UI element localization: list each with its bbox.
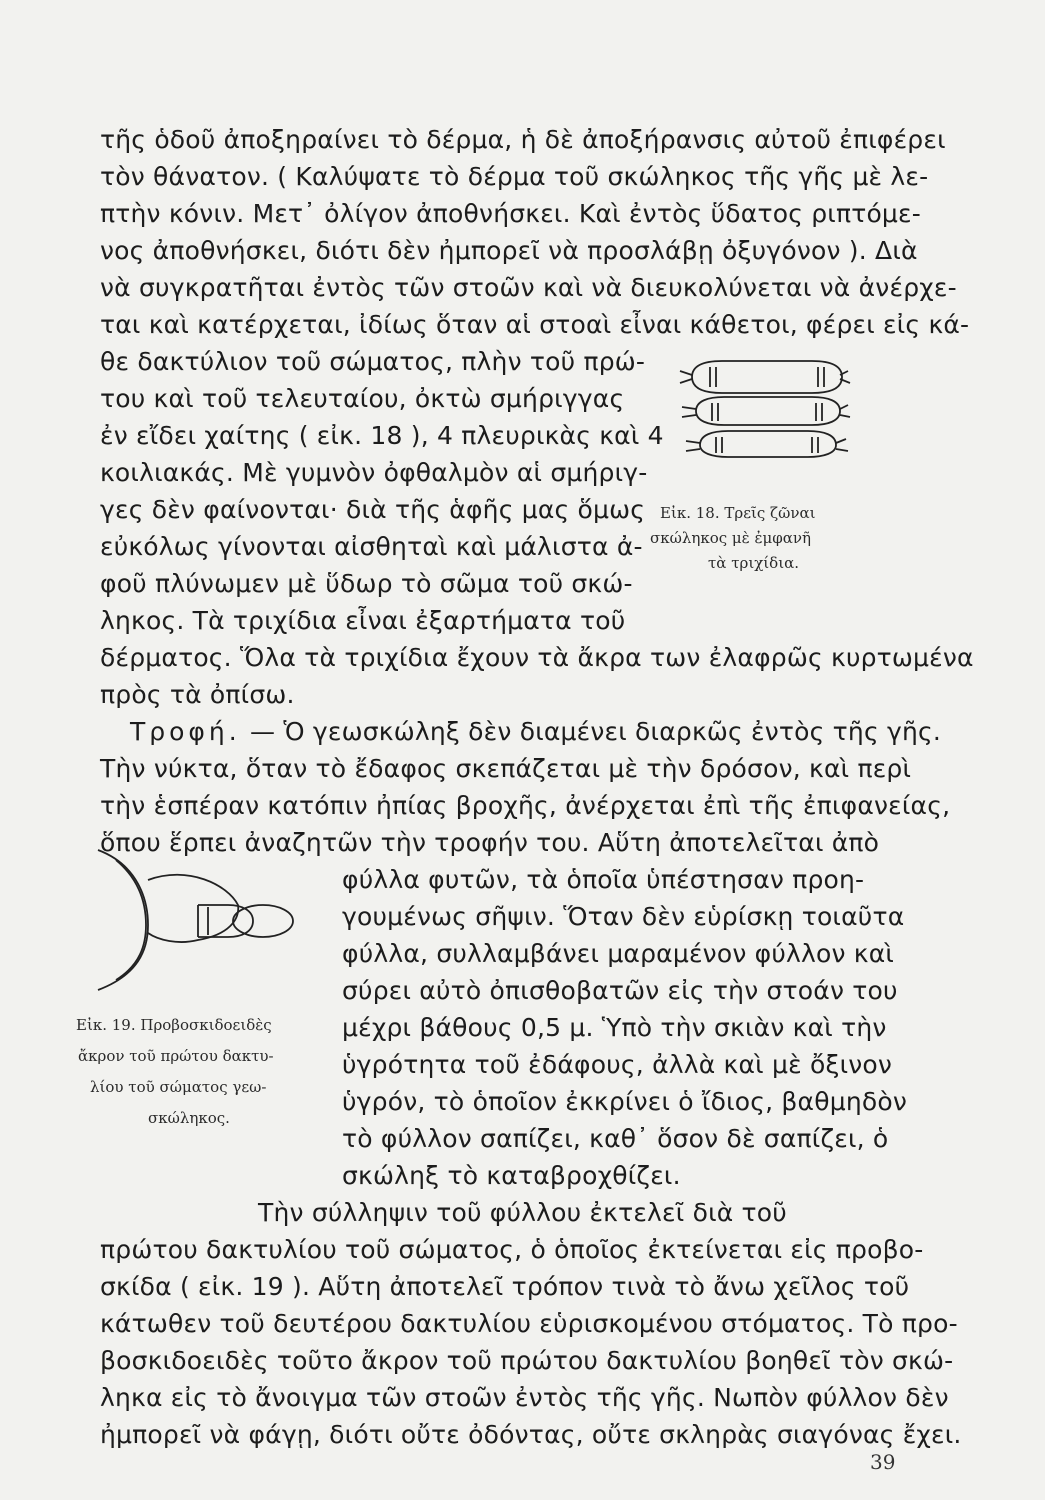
text-line: Τὴν νύκτα, ὅταν τὸ ἔδαφος σκεπάζεται μὲ τὴν δρόσον, καὶ περὶ xyxy=(100,754,912,783)
text-line: μέχρι βάθους 0,5 μ. Ὑπὸ τὴν σκιὰν καὶ τὴν xyxy=(342,1013,887,1042)
text-line: γουμένως σῆψιν. Ὅταν δὲν εὑρίσκῃ τοιαῦτα xyxy=(342,902,905,931)
proboscis xyxy=(198,905,253,937)
text-line: ἐν εἴδει χαίτης ( εἰκ. 18 ), 4 πλευρικὰς καὶ 4 xyxy=(100,421,664,450)
body-arc-outer xyxy=(98,850,148,990)
text-line: τῆς ὁδοῦ ἀποξηραίνει τὸ δέρμα, ἡ δὲ ἀποξήρανσις αὐτοῦ ἐπιφέρει xyxy=(100,125,946,154)
text-line: φύλλα, συλλαμβάνει μαραμένον φύλλον καὶ xyxy=(342,939,895,968)
text-line: δέρματος. Ὅλα τὰ τριχίδια ἔχουν τὰ ἄκρα των ἐλαφρῶς κυρτωμένα xyxy=(100,643,974,672)
text-line: φύλλα φυτῶν, τὰ ὁποῖα ὑπέστησαν προη- xyxy=(342,865,865,894)
figure-19-caption: λίου τοῦ σώματος γεω- xyxy=(90,1078,267,1096)
text-line: τὸν θάνατον. ( Καλύψατε τὸ δέρμα τοῦ σκώληκος τῆς γῆς μὲ λε- xyxy=(100,162,929,191)
text-line: τὴν ἑσπέραν κατόπιν ἠπίας βροχῆς, ἀνέρχεται ἐπὶ τῆς ἐπιφανείας, xyxy=(100,791,951,820)
text-line: εὐκόλως γίνονται αἰσθηταὶ καὶ μάλιστα ἀ- xyxy=(100,532,643,561)
text-line: τὸ φύλλον σαπίζει, καθ᾽ ὅσον δὲ σαπίζει, ὁ xyxy=(342,1124,889,1153)
text-line: Τὴν σύλληψιν τοῦ φύλλου ἐκτελεῖ διὰ τοῦ xyxy=(258,1198,787,1227)
text-line: ἠμπορεῖ νὰ φάγῃ, διότι οὔτε ὀδόντας, οὔτε σκληρὰς σιαγόνας ἔχει. xyxy=(100,1420,962,1449)
segment-3 xyxy=(700,431,836,457)
text-line: φοῦ πλύνωμεν μὲ ὕδωρ τὸ σῶμα τοῦ σκώ- xyxy=(100,569,633,598)
figure-18-illustration xyxy=(652,345,862,465)
text-line: ὑγρόν, τὸ ὁποῖον ἐκκρίνει ὁ ἴδιος, βαθμηδὸν xyxy=(342,1087,908,1116)
text-line: θε δακτύλιον τοῦ σώματος, πλὴν τοῦ πρώ- xyxy=(100,347,646,376)
section-heading: Τροφή. xyxy=(130,717,241,746)
page-number: 39 xyxy=(870,1450,896,1474)
text-line: ὅπου ἕρπει ἀναζητῶν τὴν τροφήν του. Αὕτη ἀποτελεῖται ἀπὸ xyxy=(100,828,880,857)
segment-1 xyxy=(692,361,842,393)
figure-19-caption: σκώληκος. xyxy=(148,1109,230,1127)
text-line: πτὴν κόνιν. Μετ᾽ ὀλίγον ἀποθνήσκει. Καὶ ἐντὸς ὕδατος ριπτόμε- xyxy=(100,199,921,228)
text-line: πρώτου δακτυλίου τοῦ σώματος, ὁ ὁποῖος ἐκτείνεται εἰς προβο- xyxy=(100,1235,924,1264)
text-line: — Ὁ γεωσκώληξ δὲν διαμένει διαρκῶς ἐντὸς τῆς γῆς. xyxy=(250,717,942,746)
text-line: σύρει αὐτὸ ὀπισθοβατῶν εἰς τὴν στοάν του xyxy=(342,976,898,1005)
text-line: νὰ συγκρατῆται ἐντὸς τῶν στοῶν καὶ νὰ διευκολύνεται νὰ ἀνέρχε- xyxy=(100,273,957,302)
figure-19-caption: ἄκρον τοῦ πρώτου δακτυ- xyxy=(78,1047,274,1065)
text-line: του καὶ τοῦ τελευταίου, ὀκτὼ σμήριγγας xyxy=(100,384,625,413)
text-line: ληκος. Τὰ τριχίδια εἶναι ἐξαρτήματα τοῦ xyxy=(100,606,626,635)
text-line: κάτωθεν τοῦ δευτέρου δακτυλίου εὑρισκομένου στόματος. Τὸ προ- xyxy=(100,1309,958,1338)
text-line: ληκα εἰς τὸ ἄνοιγμα τῶν στοῶν ἐντὸς τῆς γῆς. Νωπὸν φύλλον δὲν xyxy=(100,1383,949,1412)
text-line: βοσκιδοειδὲς τοῦτο ἄκρον τοῦ πρώτου δακτυλίου βοηθεῖ τὸν σκώ- xyxy=(100,1346,954,1375)
figure-19-caption: Εἰκ. 19. Προβοσκιδοειδὲς xyxy=(76,1016,272,1034)
body-arc-inner xyxy=(116,860,146,980)
first-segment xyxy=(148,875,238,942)
text-line: κοιλιακάς. Μὲ γυμνὸν ὀφθαλμὸν αἱ σμήριγ- xyxy=(100,458,648,487)
figure-18-caption: σκώληκος μὲ ἐμφανῆ xyxy=(650,529,812,547)
text-line: ὑγρότητα τοῦ ἐδάφους, ἀλλὰ καὶ μὲ ὄξινον xyxy=(342,1050,893,1079)
text-line: ται καὶ κατέρχεται, ἰδίως ὅταν αἱ στοαὶ εἶναι κάθετοι, φέρει εἰς κά- xyxy=(100,310,970,339)
text-line: σκώληξ τὸ καταβροχθίζει. xyxy=(342,1161,681,1190)
figure-18-caption: τὰ τριχίδια. xyxy=(708,554,799,572)
text-line: νος ἀποθνήσκει, διότι δὲν ἠμπορεῖ νὰ προσλάβῃ ὀξυγόνον ). Διὰ xyxy=(100,236,918,265)
text-line: γες δὲν φαίνονται· διὰ τῆς ἁφῆς μας ὅμως xyxy=(100,495,646,524)
figure-18-caption: Εἰκ. 18. Τρεῖς ζῶναι xyxy=(660,504,816,522)
proboscis-tip xyxy=(233,905,293,937)
figure-19-illustration xyxy=(78,845,298,995)
text-line: σκίδα ( εἰκ. 19 ). Αὕτη ἀποτελεῖ τρόπον τινὰ τὸ ἄνω χεῖλος τοῦ xyxy=(100,1272,910,1301)
text-line: πρὸς τὰ ὀπίσω. xyxy=(100,680,295,709)
